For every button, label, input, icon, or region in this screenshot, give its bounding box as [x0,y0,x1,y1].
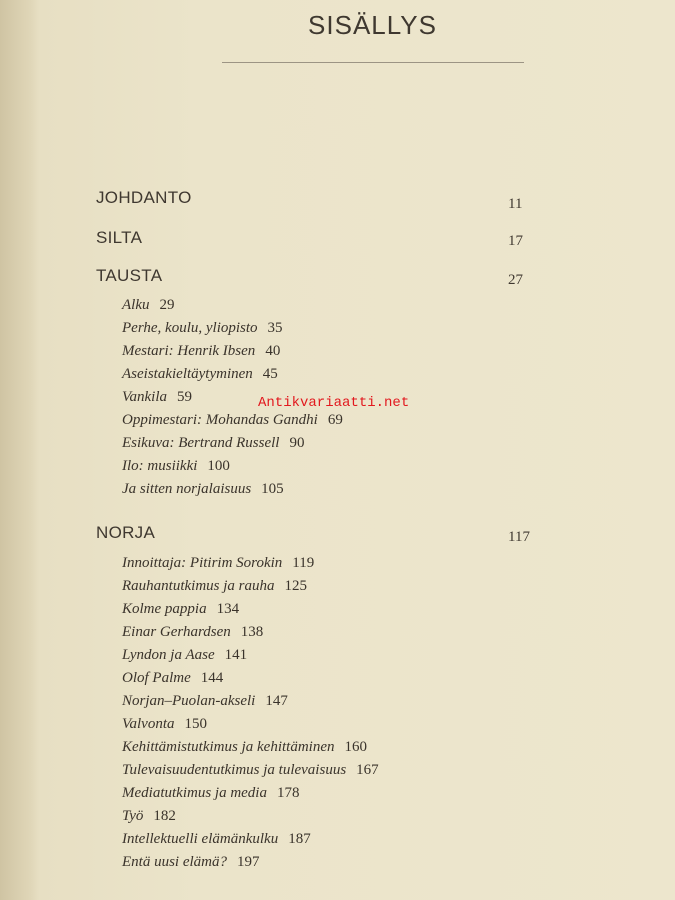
entry-page: 160 [344,739,367,755]
toc-entry [122,555,314,572]
entry-page: 59 [177,389,192,405]
entry-title: Intellektuelli elämänkulku [122,831,279,847]
entry-page: 178 [276,785,300,801]
entry-title: Aseistakieltäytyminen [122,366,253,382]
entry-title: Ja sitten norjalaisuus [122,481,252,497]
entry-page: 40 [265,343,281,359]
entry-title: Esikuva: Bertrand Russell [122,435,280,451]
entry-title: Olof Palme [122,670,191,686]
entry-title: Lyndon ja Aase [122,647,215,663]
page-gutter-shadow [0,0,38,900]
toc-entry [122,389,192,406]
entry-page: 90 [289,435,305,451]
entry-title: Entä uusi elämä? [122,854,227,870]
entry-page: 147 [265,693,288,709]
toc-entry [122,624,263,641]
entry-title: Mediatutkimus ja media [122,785,267,801]
section-page-tausta: 27 [508,272,523,288]
toc-entry [122,458,230,475]
entry-page: 105 [261,481,284,497]
toc-entry [122,762,379,779]
entry-title: Mestari: Henrik Ibsen [122,343,256,359]
section-page-silta: 17 [508,233,523,249]
section-heading-norja: NORJA [96,523,156,542]
section-heading-silta: SILTA [96,228,143,247]
toc-entry [122,854,260,871]
title-divider [222,62,524,63]
entry-title: Innoittaja: Pitirim Sorokin [122,555,283,571]
entry-title: Einar Gerhardsen [122,624,231,640]
toc-entry [122,412,343,429]
entry-title: Työ [122,808,144,824]
entry-title: Ilo: musiikki [122,458,198,474]
toc-entry [122,716,207,733]
toc-entry [122,481,284,498]
toc-entry [122,578,307,595]
entry-page: 138 [240,624,264,640]
page-title: SISÄLLYS [308,10,437,40]
entry-title: Kehittämistutkimus ja kehittäminen [122,739,335,755]
watermark-text: Antikvariaatti.net [258,395,410,411]
entry-page: 167 [356,762,379,778]
toc-entry [122,785,299,802]
toc-entry [122,831,311,848]
toc-entry [122,343,280,360]
entry-title: Valvonta [122,716,175,732]
entry-title: Oppimestari: Mohandas Gandhi [122,412,318,428]
toc-entry [122,320,283,337]
toc-entry [122,808,176,825]
entry-title: Norjan–Puolan-akseli [122,693,256,709]
toc-entry [122,670,223,687]
section-page-norja: 117 [508,529,530,545]
entry-page: 100 [207,458,230,474]
entry-page: 125 [284,578,307,594]
entry-page: 187 [288,831,311,847]
entry-title: Tulevaisuudentutkimus ja tulevaisuus [122,762,347,778]
section-page-johdanto: 11 [508,196,523,212]
entry-page: 35 [267,320,283,336]
entry-page: 150 [184,716,207,732]
entry-title: Rauhantutkimus ja rauha [122,578,275,594]
entry-page: 29 [159,297,175,313]
entry-page: 144 [200,670,224,686]
section-heading-johdanto: JOHDANTO [96,188,192,207]
entry-page: 69 [327,412,343,428]
section-heading-tausta: TAUSTA [96,266,163,285]
toc-entry [122,647,247,664]
entry-page: 197 [237,854,260,870]
entry-page: 182 [153,808,176,824]
entry-title: Vankila [122,389,167,405]
toc-entry [122,601,239,618]
entry-page: 141 [224,647,248,663]
toc-entry [122,435,304,452]
toc-entry [122,366,278,383]
entry-title: Perhe, koulu, yliopisto [122,320,258,336]
entry-page: 134 [216,601,240,617]
toc-entry [122,739,367,756]
toc-entry [122,297,175,314]
entry-page: 119 [292,555,315,571]
toc-entry [122,693,288,710]
entry-title: Alku [122,297,150,313]
entry-page: 45 [262,366,278,382]
entry-title: Kolme pappia [122,601,207,617]
